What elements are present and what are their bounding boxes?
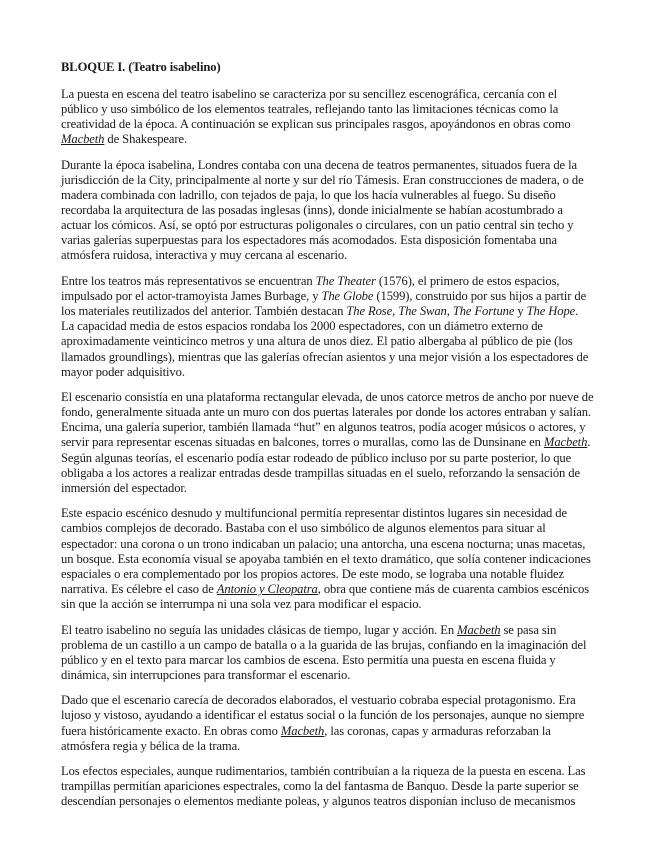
text-run: Durante la época isabelina, Londres contaba con una decena de teatros permanentes, situados fuera de la jurisdicción de la City, principalmente al norte y sur del río Támesis. Eran construcciones de madera, o de madera combinada con ladrillo, con tejados de paja, lo que los hacía vulnerables al fuego. Su diseño recordaba la arquitectura de las posadas inglesas (inns), donde inicialmente se habían acostumbrado a actuar los cómicos. Así, se optó por estructuras poligonales o circulares, con un patio central sin techo y varias galerías superpuestas para los espectadores más acomodados. Esta disposición fomentaba una atmósfera ruidosa, interactiva y muy cercana al escenario. — [61, 157, 584, 263]
paragraph — [61, 764, 594, 809]
text-run: (1599), construido por sus hijos a partir de los materiales reutilizados del anterior. También destacan — [61, 289, 587, 319]
work-title: The Globe — [321, 289, 374, 304]
text-run: , — [446, 304, 453, 319]
text-run: , obra que contiene más de cuarenta cambios escénicos sin que la acción se interrumpa ni una sola vez para modificar el espacio. — [61, 581, 590, 611]
text-run: . La capacidad media de estos espacios rondaba los 2000 espectadores, con un diámetro externo de aproximadamente veinticinco metros y una altura de unos diez. El patio albergaba al público de pie (los llamados groundlings), mientras que las galerías ofrecían asientos y una mejor visión a los espectadores de mayor poder adquisitivo. — [61, 304, 589, 379]
work-title-link: Macbeth — [543, 435, 588, 450]
document-body — [61, 87, 594, 810]
text-run: Los efectos especiales, aunque rudimentarios, también contribuían a la riqueza de la puesta en escena. Las trampillas permitían apariciones espectrales, como la del fantasma de Banquo. Desde la parte superior se descendían personajes o elementos mediante poleas, y algunos teatros disponían incluso de mecanismos — [61, 764, 586, 809]
work-title: The Rose — [346, 304, 393, 319]
work-title: The Swan — [398, 304, 447, 319]
document-title: BLOQUE I. (Teatro isabelino) — [61, 60, 221, 74]
work-title: The Hope — [526, 304, 576, 319]
work-title-link: Macbeth — [457, 622, 501, 637]
paragraph — [61, 506, 594, 612]
work-title-link: Antonio y Cleopatra — [216, 581, 318, 596]
work-title-link: Macbeth — [61, 132, 105, 147]
text-run: Dado que el escenario carecía de decorados elaborados, el vestuario cobraba especial protagonismo. Era lujoso y vistoso, ayudando a identificar el estatus social o la función de los personajes, aunque no siempre fuera históricamente exacto. En obras como — [61, 693, 585, 738]
paragraph — [61, 87, 594, 147]
document-page — [61, 60, 594, 820]
text-run: El escenario consistía en una plataforma rectangular elevada, de unos catorce metros de ancho por nueve de fondo, generalmente situada ante un muro con dos puertas laterales por donde los actores entraban y salían. Encima, una galería superior, también llamada “hut” en algunos teatros, podía acoger músicos o actores, y servir para representar escenas situadas en balcones, torres o murallas, como las de Dunsinane en — [61, 390, 594, 450]
text-run: Este espacio escénico desnudo y multifuncional permitía representar distintos lugares sin necesidad de cambios complejos de decorado. Bastaba con el uso simbólico de algunos elementos para situar al espectador: una corona o un trono indicaban un palacio; una antorcha, una escena nocturna; unas macetas, un bosque. Esta economía visual se apoyaba también en el texto dramático, que solía contener indicaciones espaciales o era complementado por los propios actores. De este modo, se lograba una notable fluidez narrativa. Es célebre el caso de — [61, 506, 591, 596]
text-run: . Según algunas teorías, el escenario podía estar rodeado de público incluso por su parte posterior, lo que obligaba a los actores a realizar entradas desde trampillas situadas en el suelo, reforzando la sensación de inmersión del espectador. — [61, 435, 591, 495]
work-title: The Theater — [315, 274, 376, 289]
text-run: de Shakespeare. — [104, 132, 188, 147]
text-run: (1576), el primero de estos espacios, impulsado por el actor-tramoyista James Burbage, y — [61, 274, 560, 304]
work-title-link: Macbeth — [280, 723, 325, 738]
text-run: , las coronas, capas y armaduras reforzaban la atmósfera regia y bélica de la trama. — [61, 723, 551, 753]
paragraph — [61, 693, 594, 753]
text-run: y — [514, 304, 527, 319]
paragraph — [61, 158, 594, 264]
text-run: Entre los teatros más representativos se encuentran — [61, 274, 316, 289]
paragraph — [61, 623, 594, 683]
text-run: El teatro isabelino no seguía las unidades clásicas de tiempo, lugar y acción. En — [61, 622, 458, 637]
text-run: La puesta en escena del teatro isabelino se caracteriza por su sencillez escenográfica, cercanía con el público y uso simbólico de los elementos teatrales, reflejando tanto las limitaciones técnicas como la creatividad de la época. A continuación se explican sus principales rasgos, apoyándonos en obras como — [61, 87, 571, 132]
paragraph — [61, 390, 594, 496]
paragraph — [61, 274, 594, 380]
text-run: , — [392, 304, 399, 319]
text-run: se pasa sin problema de un castillo a un campo de batalla o a la guarida de las brujas, confiando en la imaginación del público y en el texto para marcar los cambios de escena. Esto permitía una puesta en escena fluida y dinámica, sin interrupciones para transformar el escenario. — [61, 622, 587, 682]
work-title: The Fortune — [452, 304, 515, 319]
